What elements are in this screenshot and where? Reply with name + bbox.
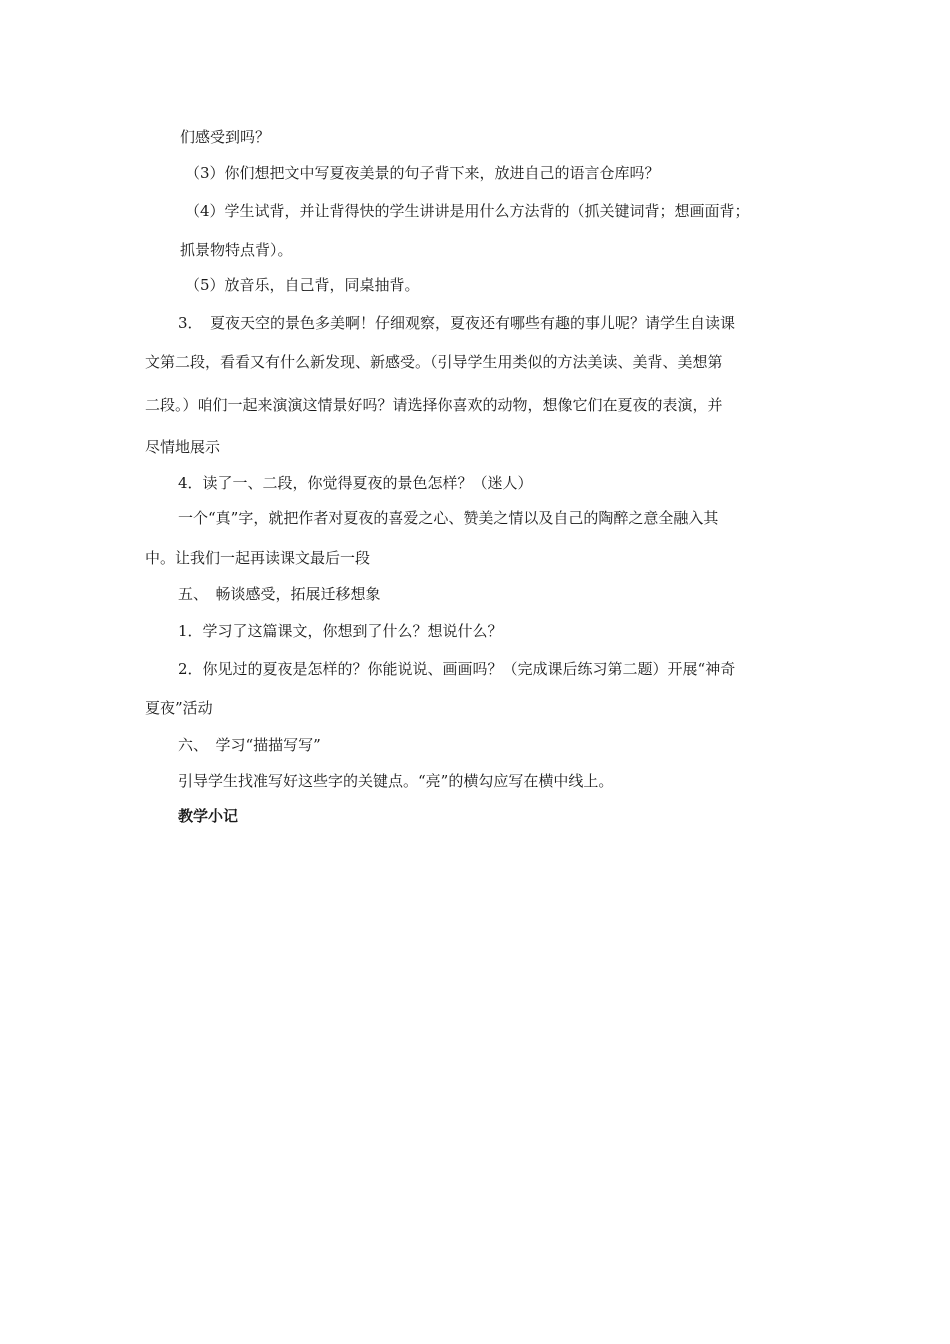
text-line: （3）你们想把文中写夏夜美景的句子背下来，放进自己的语言仓库吗？ bbox=[185, 164, 660, 182]
text-line: （5）放音乐，自己背，同桌抽背。 bbox=[185, 276, 420, 294]
text-line: 尽情地展示 bbox=[145, 438, 221, 456]
text-line: 中。让我们一起再读课文最后一段 bbox=[145, 549, 371, 567]
text-line: 引导学生找准写好这些字的关键点。“亮”的横勾应写在横中线上。 bbox=[178, 772, 614, 790]
text-line: 文第二段，看看又有什么新发现、新感受。（引导学生用类似的方法美读、美背、美想第 bbox=[145, 353, 723, 371]
text-line: 2．你见过的夏夜是怎样的？你能说说、画画吗？（完成课后练习第二题）开展“神奇 bbox=[178, 660, 736, 678]
text-line: （4）学生试背，并让背得快的学生讲讲是用什么方法背的（抓关键词背；想画面背； bbox=[185, 202, 750, 220]
section-heading: 五、 畅谈感受，拓展迁移想象 bbox=[178, 585, 381, 603]
section-heading: 六、 学习“描描写写” bbox=[178, 736, 321, 754]
text-line: 们感受到吗？ bbox=[180, 128, 271, 146]
text-line: 二段。）咱们一起来演演这情景好吗？请选择你喜欢的动物，想像它们在夏夜的表演，并 bbox=[145, 396, 723, 414]
text-line: 一个“真”字，就把作者对夏夜的喜爱之心、赞美之情以及自己的陶醉之意全融入其 bbox=[178, 509, 719, 527]
text-line: 4．读了一、二段，你觉得夏夜的景色怎样？（迷人） bbox=[178, 474, 533, 492]
text-line: 1．学习了这篇课文，你想到了什么？想说什么？ bbox=[178, 622, 503, 640]
text-line: 夏夜”活动 bbox=[145, 699, 213, 717]
text-line: 抓景物特点背）。 bbox=[180, 241, 293, 259]
text-line: 3． 夏夜天空的景色多美啊！仔细观察，夏夜还有哪些有趣的事儿呢？请学生自读课 bbox=[178, 314, 736, 332]
teaching-notes-heading: 教学小记 bbox=[178, 807, 239, 825]
